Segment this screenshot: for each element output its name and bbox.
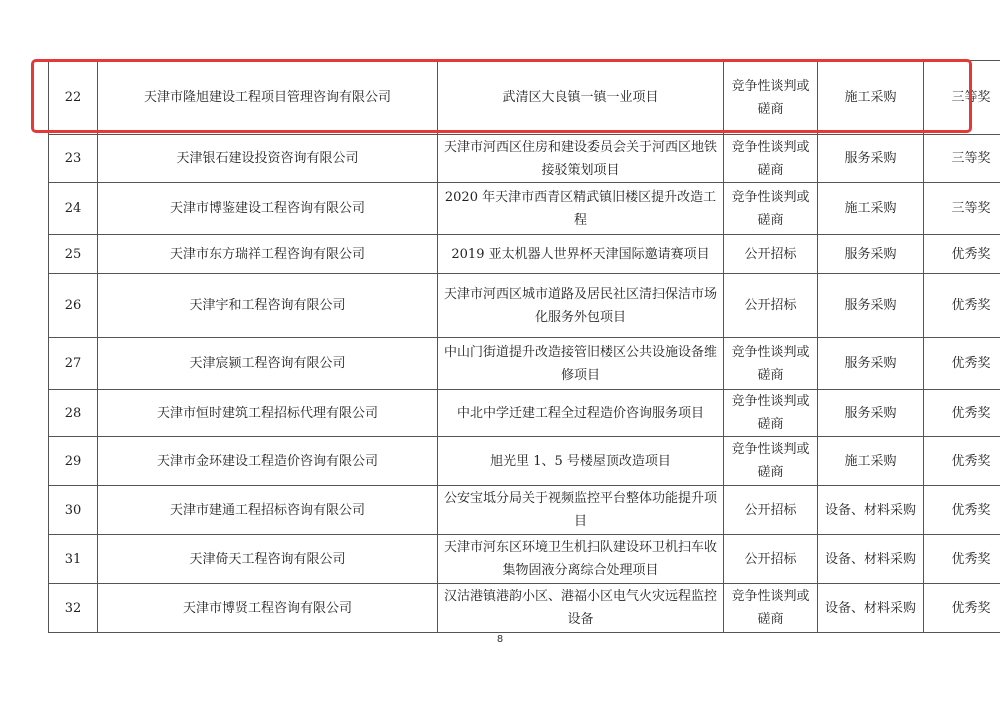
- procurement-method-cell: 公开招标: [724, 235, 818, 274]
- project-name-cell: 天津市河东区环境卫生机扫队建设环卫机扫车收集物固液分离综合处理项目: [438, 535, 724, 584]
- company-name-cell: 天津市恒时建筑工程招标代理有限公司: [98, 390, 438, 437]
- company-name-cell: 天津市金环建设工程造价咨询有限公司: [98, 437, 438, 486]
- procurement-method-cell: 竞争性谈判或磋商: [724, 584, 818, 633]
- table-row: [49, 486, 1000, 535]
- company-name-cell: 天津市建通工程招标咨询有限公司: [98, 486, 438, 535]
- procurement-method-cell: 竞争性谈判或磋商: [724, 61, 818, 135]
- procurement-method-cell: 竞争性谈判或磋商: [724, 437, 818, 486]
- procurement-type-cell: 设备、材料采购: [818, 584, 924, 633]
- procurement-type-cell: 服务采购: [818, 235, 924, 274]
- procurement-method-cell: 公开招标: [724, 486, 818, 535]
- row-number-cell: 25: [49, 235, 98, 274]
- company-name-cell: 天津宇和工程咨询有限公司: [98, 274, 438, 338]
- award-level-cell: 优秀奖: [924, 390, 1000, 437]
- row-number-cell: 32: [49, 584, 98, 633]
- company-name-cell: 天津宸颍工程咨询有限公司: [98, 338, 438, 390]
- row-number-cell: 22: [49, 61, 98, 135]
- procurement-type-cell: 服务采购: [818, 338, 924, 390]
- row-number-cell: 27: [49, 338, 98, 390]
- award-level-cell: 三等奖: [924, 135, 1000, 183]
- project-name-cell: 旭光里 1、5 号楼屋顶改造项目: [438, 437, 724, 486]
- table-row: [49, 274, 1000, 338]
- award-level-cell: 优秀奖: [924, 535, 1000, 584]
- table-row: [49, 390, 1000, 437]
- project-name-cell: 天津市河西区住房和建设委员会关于河西区地铁接驳策划项目: [438, 135, 724, 183]
- awards-table-body: [49, 61, 1000, 633]
- project-name-cell: 中北中学迁建工程全过程造价咨询服务项目: [438, 390, 724, 437]
- award-level-cell: 优秀奖: [924, 274, 1000, 338]
- procurement-type-cell: 施工采购: [818, 61, 924, 135]
- award-level-cell: 三等奖: [924, 61, 1000, 135]
- procurement-type-cell: 服务采购: [818, 274, 924, 338]
- procurement-method-cell: 公开招标: [724, 274, 818, 338]
- project-name-cell: 中山门街道提升改造接管旧楼区公共设施设备维修项目: [438, 338, 724, 390]
- procurement-method-cell: 竞争性谈判或磋商: [724, 338, 818, 390]
- procurement-type-cell: 服务采购: [818, 390, 924, 437]
- project-name-cell: 2020 年天津市西青区精武镇旧楼区提升改造工程: [438, 183, 724, 235]
- company-name-cell: 天津市博贤工程咨询有限公司: [98, 584, 438, 633]
- page-number: 8: [496, 634, 504, 645]
- row-number-cell: 26: [49, 274, 98, 338]
- row-number-cell: 30: [49, 486, 98, 535]
- award-level-cell: 优秀奖: [924, 486, 1000, 535]
- row-number-cell: 23: [49, 135, 98, 183]
- procurement-type-cell: 服务采购: [818, 135, 924, 183]
- table-row: [49, 338, 1000, 390]
- company-name-cell: 天津银石建设投资咨询有限公司: [98, 135, 438, 183]
- table-row: [49, 135, 1000, 183]
- company-name-cell: 天津市博鉴建设工程咨询有限公司: [98, 183, 438, 235]
- company-name-cell: 天津市东方瑞祥工程咨询有限公司: [98, 235, 438, 274]
- procurement-type-cell: 设备、材料采购: [818, 535, 924, 584]
- award-level-cell: 优秀奖: [924, 338, 1000, 390]
- procurement-type-cell: 施工采购: [818, 437, 924, 486]
- procurement-method-cell: 竞争性谈判或磋商: [724, 390, 818, 437]
- table-row: [49, 535, 1000, 584]
- awards-table: [48, 60, 1000, 633]
- award-level-cell: 三等奖: [924, 183, 1000, 235]
- table-row-highlighted: [49, 61, 1000, 135]
- award-level-cell: 优秀奖: [924, 235, 1000, 274]
- company-name-cell: 天津倚天工程咨询有限公司: [98, 535, 438, 584]
- project-name-cell: 公安宝坻分局关于视频监控平台整体功能提升项目: [438, 486, 724, 535]
- row-number-cell: 24: [49, 183, 98, 235]
- project-name-cell: 2019 亚太机器人世界杯天津国际邀请赛项目: [438, 235, 724, 274]
- table-row: [49, 437, 1000, 486]
- table-row: [49, 183, 1000, 235]
- row-number-cell: 29: [49, 437, 98, 486]
- project-name-cell: 武清区大良镇一镇一业项目: [438, 61, 724, 135]
- row-number-cell: 28: [49, 390, 98, 437]
- project-name-cell: 汉沽港镇港韵小区、港福小区电气火灾远程监控设备: [438, 584, 724, 633]
- company-name-cell: 天津市隆旭建设工程项目管理咨询有限公司: [98, 61, 438, 135]
- award-level-cell: 优秀奖: [924, 437, 1000, 486]
- table-row: [49, 235, 1000, 274]
- award-level-cell: 优秀奖: [924, 584, 1000, 633]
- procurement-method-cell: 公开招标: [724, 535, 818, 584]
- procurement-method-cell: 竞争性谈判或磋商: [724, 183, 818, 235]
- row-number-cell: 31: [49, 535, 98, 584]
- procurement-method-cell: 竞争性谈判或磋商: [724, 135, 818, 183]
- procurement-type-cell: 设备、材料采购: [818, 486, 924, 535]
- project-name-cell: 天津市河西区城市道路及居民社区清扫保洁市场化服务外包项目: [438, 274, 724, 338]
- table-row: [49, 584, 1000, 633]
- procurement-type-cell: 施工采购: [818, 183, 924, 235]
